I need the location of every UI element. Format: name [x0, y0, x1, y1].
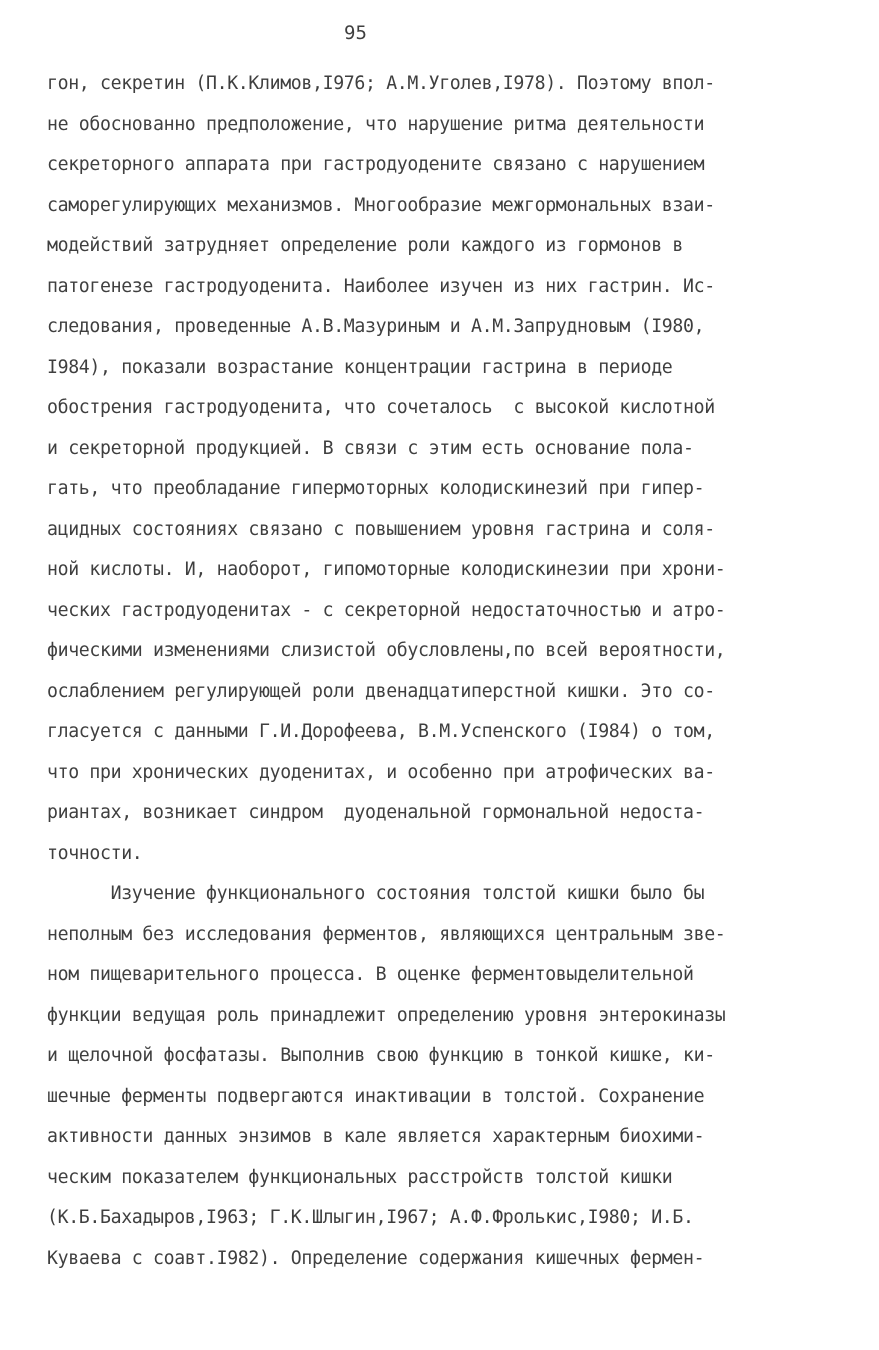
text-line: (К.Б.Бахадыров,I963; Г.К.Шлыгин,I967; А.Ф.Фролькис,I980; И.Б. [47, 1207, 694, 1228]
text-line: ной кислоты. И, наоборот, гипомоторные колодискинезии при хрони- [47, 559, 726, 580]
body-text [47, 64, 847, 1279]
text-line: риантах, возникает синдром дуоденальной гормональной недоста- [47, 802, 705, 823]
text-line: гласуется с данными Г.И.Дорофеева, В.М.Успенского (I984) о том, [47, 721, 715, 742]
text-line: и секреторной продукцией. В связи с этим есть основание пола- [47, 437, 694, 459]
text-line: точности. [47, 842, 143, 864]
text-line: гать, что преобладание гипермоторных колодискинезий при гипер- [47, 478, 705, 499]
page-number: 95 [344, 22, 367, 44]
text-line: не обоснованно предположение, что нарушение ритма деятельности [47, 113, 705, 135]
text-line: Куваева с соавт.I982). Определение содержания кишечных фермен- [47, 1247, 705, 1269]
text-line: фическими изменениями слизистой обусловлены,по всей вероятности, [47, 640, 726, 661]
text-line: неполным без исследования ферментов, являющихся центральным зве- [47, 923, 726, 945]
text-line: что при хронических дуоденитах, и особенно при атрофических ва- [47, 761, 715, 783]
text-line: активности данных энзимов в кале является характерным биохими- [47, 1126, 705, 1147]
text-line: ослаблением регулирующей роли двенадцатиперстной кишки. Это со- [47, 680, 715, 702]
text-line: ческим показателем функциональных расстройств толстой кишки [47, 1166, 673, 1188]
text-line: I984), показали возрастание концентрации гастрина в периоде [47, 356, 673, 378]
text-line: шечные ферменты подвергаются инактивации в толстой. Сохранение [47, 1085, 705, 1107]
text-line: модействий затрудняет определение роли каждого из гормонов в [47, 235, 683, 256]
text-line: гон, секретин (П.К.Климов,I976; А.М.Уголев,I978). Поэтому впол- [47, 73, 715, 94]
text-line: ацидных состояниях связано с повышением уровня гастрина и соля- [47, 518, 715, 540]
text-line: секреторного аппарата при гастродуодените связано с нарушением [47, 154, 705, 175]
text-line: ческих гастродуоденитах - с секреторной недостаточностью и атро- [47, 599, 726, 621]
text-line: и щелочной фосфатазы. Выполнив свою функцию в тонкой кишке, ки- [47, 1045, 715, 1066]
text-line: Изучение функционального состояния толстой кишки было бы [47, 883, 705, 904]
text-line: следования, проведенные А.В.Мазуриным и А.М.Запрудновым (I980, [47, 316, 705, 337]
text-line: обострения гастродуоденита, что сочеталось с высокой кислотной [47, 397, 715, 418]
text-line: ном пищеварительного процесса. В оценке ферментовыделительной [47, 964, 694, 985]
text-line: функции ведущая роль принадлежит определению уровня энтерокиназы [47, 1004, 726, 1026]
text-line: саморегулирующих механизмов. Многообразие межгормональных взаи- [47, 194, 715, 216]
text-line: патогенезе гастродуоденита. Наиболее изучен из них гастрин. Ис- [47, 275, 715, 297]
